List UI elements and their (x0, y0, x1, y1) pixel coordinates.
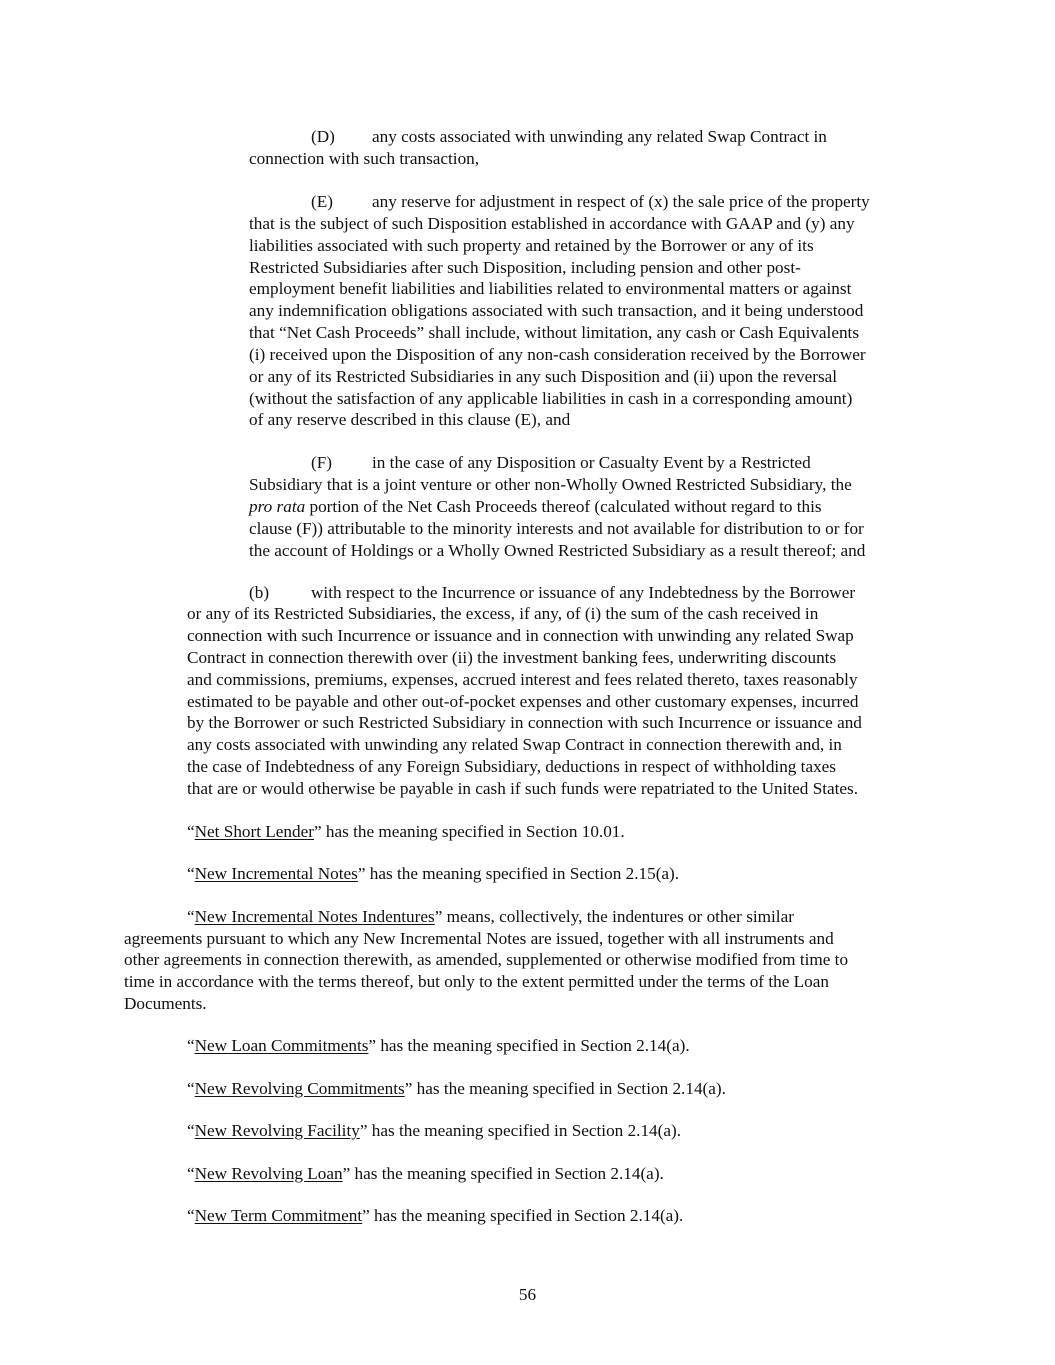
defined-term: New Incremental Notes (194, 864, 358, 883)
clause-text: Contract in connection therewith over (ii) the investment banking fees, underwriting discounts (187, 648, 837, 667)
clause-text: or any of its Restricted Subsidiaries, the excess, if any, of (i) the sum of the cash received in (187, 604, 819, 623)
clause-text: Subsidiary that is a joint venture or other non-Wholly Owned Restricted Subsidiary, the (249, 475, 852, 494)
open-quote: “ (187, 1036, 195, 1055)
definition-text: ” has the meaning specified in Section 2.14(a). (368, 1036, 690, 1055)
clause-label: (F) (311, 453, 333, 472)
clause-text-mixed (249, 496, 822, 518)
clause-text: in the case of any Disposition or Casualty Event by a Restricted (372, 453, 811, 472)
clause-text: any costs associated with unwinding any related Swap Contract in connection therewith and, in (187, 735, 842, 754)
clause-text: (i) received upon the Disposition of any non-cash consideration received by the Borrower (249, 345, 866, 364)
definition-text: ” has the meaning specified in Section 2.14(a). (342, 1164, 664, 1183)
definition-text: other agreements in connection therewith, as amended, supplemented or otherwise modified from time to (124, 950, 849, 969)
open-quote: “ (187, 1206, 195, 1225)
defined-term: New Loan Commitments (194, 1036, 369, 1055)
clause-text: liabilities associated with such property and retained by the Borrower or any of its (249, 236, 814, 255)
definition-new-revolving-facility (187, 1120, 681, 1142)
clause-text: that “Net Cash Proceeds” shall include, without limitation, any cash or Cash Equivalents (249, 323, 860, 342)
definition-new-revolving-loan (187, 1163, 664, 1185)
clause-label: (D) (311, 127, 335, 146)
clause-text: the account of Holdings or a Wholly Owned Restricted Subsidiary as a result thereof; and (249, 541, 866, 560)
definition-new-term-commitment (187, 1205, 683, 1227)
defined-term: New Revolving Commitments (194, 1079, 405, 1098)
defined-term: Net Short Lender (194, 822, 314, 841)
open-quote: “ (187, 822, 195, 841)
clause-text: any indemnification obligations associated with such transaction, and it being understood (249, 301, 864, 320)
definition-net-short-lender (187, 821, 625, 843)
clause-text: or any of its Restricted Subsidiaries in any such Disposition and (ii) upon the reversal (249, 367, 838, 386)
clause-text: by the Borrower or such Restricted Subsidiary in connection with such Incurrence or issuance and (187, 713, 862, 732)
clause-text: clause (F)) attributable to the minority interests and not available for distribution to or for (249, 519, 864, 538)
clause-text: (without the satisfaction of any applicable liabilities in cash in a corresponding amount) (249, 389, 853, 408)
definition-text: agreements pursuant to which any New Incremental Notes are issued, together with all instruments and (124, 929, 834, 948)
definition-text: ” has the meaning specified in Section 2.14(a). (359, 1121, 682, 1140)
clause-text: estimated to be payable and other out-of-pocket expenses and other customary expenses, incurred (187, 692, 859, 711)
clause-text: any costs associated with unwinding any related Swap Contract in (372, 127, 827, 146)
clause-label: (E) (311, 192, 333, 211)
clause-text: portion of the Net Cash Proceeds thereof (calculated without regard to this (305, 497, 822, 516)
clause-text: connection with such Incurrence or issuance and in connection with unwinding any related Swap (187, 626, 854, 645)
definition-text: Documents. (124, 994, 207, 1013)
italic-phrase: pro rata (249, 497, 306, 516)
definition-text: ” has the meaning specified in Section 2.14(a). (362, 1206, 684, 1225)
defined-term: New Revolving Loan (194, 1164, 343, 1183)
definition-text: ” has the meaning specified in Section 10.01. (313, 822, 625, 841)
definition-text: ” has the meaning specified in Section 2.15(a). (357, 864, 680, 883)
clause-text: employment benefit liabilities and liabilities related to environmental matters or against (249, 279, 852, 298)
clause-text: that is the subject of such Disposition established in accordance with GAAP and (y) any (249, 214, 855, 233)
clause-text: with respect to the Incurrence or issuance of any Indebtedness by the Borrower (311, 583, 856, 602)
definition-text: ” means, collectively, the indentures or other similar (434, 907, 794, 926)
page-number: 56 (518, 1285, 537, 1304)
clause-text: of any reserve described in this clause (E), and (249, 410, 571, 429)
definition-text: time in accordance with the terms thereof, but only to the extent permitted under the terms of the Loan (124, 972, 829, 991)
clause-text: Restricted Subsidiaries after such Disposition, including pension and other post- (249, 258, 801, 277)
clause-text: and commissions, premiums, expenses, accrued interest and fees related thereto, taxes reasonably (187, 670, 858, 689)
open-quote: “ (187, 907, 195, 926)
clause-label: (b) (249, 583, 270, 602)
definition-new-revolving-commitments (187, 1078, 726, 1100)
definition-text: ” has the meaning specified in Section 2.14(a). (404, 1079, 726, 1098)
definition-new-loan-commitments (187, 1035, 690, 1057)
open-quote: “ (187, 1079, 195, 1098)
definition-new-incremental-notes (187, 863, 679, 885)
clause-text: connection with such transaction, (249, 149, 480, 168)
open-quote: “ (187, 1121, 195, 1140)
defined-term: New Term Commitment (194, 1206, 363, 1225)
defined-term: New Incremental Notes Indentures (194, 907, 435, 926)
open-quote: “ (187, 1164, 195, 1183)
defined-term: New Revolving Facility (194, 1121, 360, 1140)
clause-text: that are or would otherwise be payable in cash if such funds were repatriated to the United States. (187, 779, 859, 798)
clause-text: any reserve for adjustment in respect of (x) the sale price of the property (372, 192, 870, 211)
clause-text: the case of Indebtedness of any Foreign Subsidiary, deductions in respect of withholding taxes (187, 757, 836, 776)
open-quote: “ (187, 864, 195, 883)
